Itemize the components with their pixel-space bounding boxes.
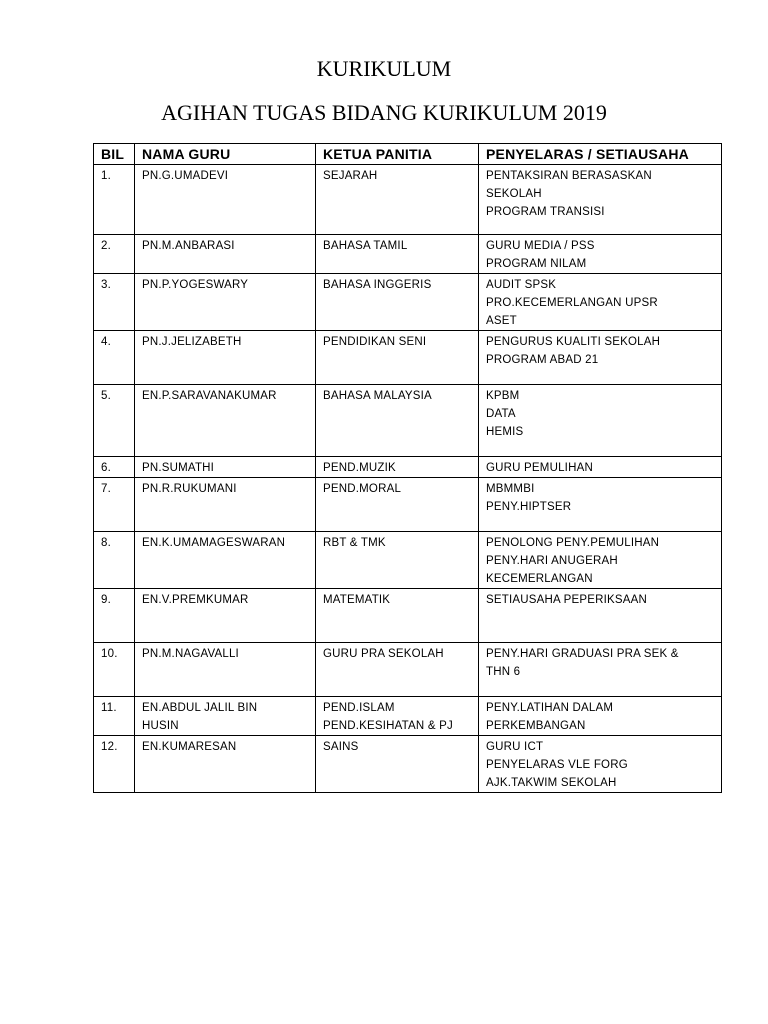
cell-nama-guru: [135, 331, 316, 385]
cell-line: PEND.MORAL: [323, 483, 402, 495]
cell-line: MATEMATIK: [323, 594, 391, 606]
cell-line: BAHASA MALAYSIA: [323, 390, 432, 402]
duty-table: [93, 143, 722, 793]
cell-penyelaras: [479, 331, 722, 385]
cell-penyelaras: [479, 643, 722, 697]
cell-line: AUDIT SPSK: [486, 279, 557, 291]
cell-line: GURU MEDIA / PSS: [486, 240, 595, 252]
cell-line: GURU ICT: [486, 741, 544, 753]
table-row: [94, 589, 722, 643]
header-penyelaras: PENYELARAS / SETIAUSAHA: [479, 144, 722, 165]
cell-nama-guru: [135, 385, 316, 457]
cell-bil: 3.: [94, 274, 135, 331]
cell-line: PEND.MUZIK: [323, 462, 396, 474]
cell-line: PENY.HIPTSER: [486, 501, 572, 513]
cell-bil: 10.: [94, 643, 135, 697]
table-row: [94, 697, 722, 736]
cell-penyelaras: [479, 532, 722, 589]
cell-line: EN.ABDUL JALIL BIN: [142, 702, 258, 714]
cell-line: GURU PEMULIHAN: [486, 462, 593, 474]
document-title: KURIKULUM: [316, 56, 452, 81]
cell-bil: 4.: [94, 331, 135, 385]
cell-ketua-panitia: [316, 697, 479, 736]
cell-ketua-panitia: [316, 457, 479, 478]
cell-bil: 7.: [94, 478, 135, 532]
cell-line: PN.J.JELIZABETH: [142, 336, 242, 348]
cell-line: EN.K.UMAMAGESWARAN: [142, 537, 286, 549]
cell-line: PROGRAM NILAM: [486, 258, 587, 270]
cell-bil: 11.: [94, 697, 135, 736]
cell-line: AJK.TAKWIM SEKOLAH: [486, 777, 617, 789]
table-header-row: [94, 144, 722, 165]
cell-ketua-panitia: [316, 331, 479, 385]
cell-penyelaras: [479, 385, 722, 457]
cell-line: PN.M.ANBARASI: [142, 240, 235, 252]
table-row: [94, 235, 722, 274]
cell-ketua-panitia: [316, 532, 479, 589]
cell-bil: 8.: [94, 532, 135, 589]
table-row: [94, 478, 722, 532]
cell-line: PENOLONG PENY.PEMULIHAN: [486, 537, 660, 549]
cell-line: SAINS: [323, 741, 359, 753]
cell-nama-guru: [135, 457, 316, 478]
table-row: [94, 165, 722, 235]
cell-nama-guru: [135, 643, 316, 697]
cell-line: PROGRAM TRANSISI: [486, 206, 605, 218]
cell-line: PN.P.YOGESWARY: [142, 279, 249, 291]
cell-penyelaras: [479, 736, 722, 793]
cell-penyelaras: [479, 478, 722, 532]
cell-bil: 2.: [94, 235, 135, 274]
cell-line: EN.P.SARAVANAKUMAR: [142, 390, 277, 402]
cell-line: PEND.KESIHATAN & PJ: [323, 720, 453, 732]
cell-nama-guru: [135, 274, 316, 331]
cell-line: KPBM: [486, 390, 520, 402]
cell-line: PRO.KECEMERLANGAN UPSR: [486, 297, 658, 309]
cell-line: THN 6: [486, 666, 521, 678]
document-subtitle: AGIHAN TUGAS BIDANG KURIKULUM 2019: [161, 100, 607, 125]
cell-line: SEJARAH: [323, 170, 378, 182]
cell-line: PN.SUMATHI: [142, 462, 215, 474]
cell-bil: 6.: [94, 457, 135, 478]
cell-nama-guru: [135, 235, 316, 274]
cell-nama-guru: [135, 165, 316, 235]
cell-line: PN.G.UMADEVI: [142, 170, 229, 182]
header-bil: BIL: [94, 144, 135, 165]
cell-ketua-panitia: [316, 385, 479, 457]
cell-line: BAHASA TAMIL: [323, 240, 408, 252]
cell-line: GURU PRA SEKOLAH: [323, 648, 444, 660]
table-row: [94, 532, 722, 589]
cell-line: RBT & TMK: [323, 537, 386, 549]
cell-line: PENY.HARI GRADUASI PRA SEK &: [486, 648, 679, 660]
cell-line: DATA: [486, 408, 516, 420]
cell-line: HEMIS: [486, 426, 524, 438]
cell-line: BAHASA INGGERIS: [323, 279, 432, 291]
cell-line: ASET: [486, 315, 517, 327]
cell-line: PN.M.NAGAVALLI: [142, 648, 239, 660]
cell-line: SETIAUSAHA PEPERIKSAAN: [486, 594, 647, 606]
table-row: [94, 457, 722, 478]
cell-line: PENYELARAS VLE FORG: [486, 759, 628, 771]
table-row: [94, 274, 722, 331]
cell-line: PENDIDIKAN SENI: [323, 336, 427, 348]
cell-ketua-panitia: [316, 235, 479, 274]
cell-nama-guru: [135, 736, 316, 793]
cell-nama-guru: [135, 589, 316, 643]
cell-line: PROGRAM ABAD 21: [486, 354, 599, 366]
cell-line: EN.V.PREMKUMAR: [142, 594, 249, 606]
cell-bil: 9.: [94, 589, 135, 643]
cell-ketua-panitia: [316, 478, 479, 532]
cell-ketua-panitia: [316, 736, 479, 793]
cell-line: PEND.ISLAM: [323, 702, 395, 714]
cell-line: PN.R.RUKUMANI: [142, 483, 237, 495]
cell-ketua-panitia: [316, 589, 479, 643]
table-row: [94, 643, 722, 697]
cell-bil: 5.: [94, 385, 135, 457]
cell-ketua-panitia: [316, 643, 479, 697]
cell-penyelaras: [479, 589, 722, 643]
cell-line: EN.KUMARESAN: [142, 741, 237, 753]
cell-line: PENY.LATIHAN DALAM: [486, 702, 614, 714]
cell-ketua-panitia: [316, 274, 479, 331]
table-row: [94, 736, 722, 793]
cell-line: KECEMERLANGAN: [486, 573, 593, 585]
header-ketua-panitia: KETUA PANITIA: [316, 144, 479, 165]
cell-nama-guru: [135, 532, 316, 589]
cell-line: PENGURUS KUALITI SEKOLAH: [486, 336, 661, 348]
cell-line: SEKOLAH: [486, 188, 542, 200]
cell-ketua-panitia: [316, 165, 479, 235]
cell-penyelaras: [479, 165, 722, 235]
cell-nama-guru: [135, 478, 316, 532]
cell-penyelaras: [479, 274, 722, 331]
table-body: [94, 165, 722, 793]
cell-bil: 1.: [94, 165, 135, 235]
cell-penyelaras: [479, 235, 722, 274]
cell-line: PERKEMBANGAN: [486, 720, 586, 732]
cell-bil: 12.: [94, 736, 135, 793]
table-row: [94, 331, 722, 385]
cell-penyelaras: [479, 457, 722, 478]
cell-line: PENTAKSIRAN BERASASKAN: [486, 170, 652, 182]
cell-nama-guru: [135, 697, 316, 736]
cell-line: PENY.HARI ANUGERAH: [486, 555, 618, 567]
cell-line: HUSIN: [142, 720, 179, 732]
cell-line: MBMMBI: [486, 483, 535, 495]
table-row: [94, 385, 722, 457]
header-nama-guru: NAMA GURU: [135, 144, 316, 165]
cell-penyelaras: [479, 697, 722, 736]
